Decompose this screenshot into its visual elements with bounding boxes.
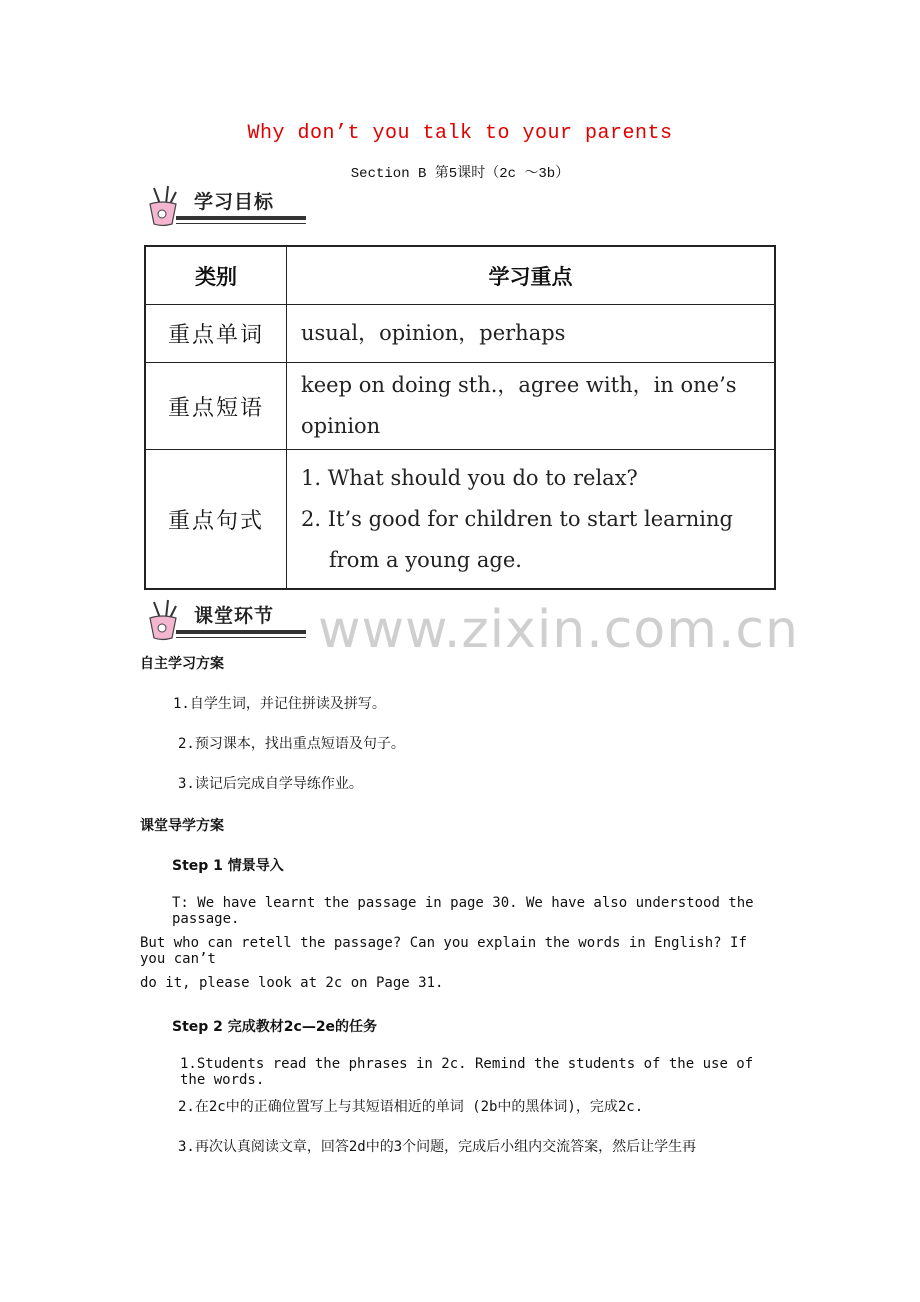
row-content — [287, 450, 776, 590]
paragraph-line: do it, please look at 2c on Page 31. — [140, 975, 444, 991]
section-title: 学习目标 — [176, 188, 306, 220]
class-guide-heading: 课堂导学方案 — [140, 818, 224, 834]
sentence-line: 2. It’s good for children to start learning from a young age. — [301, 506, 733, 572]
document-title: Why don’t you talk to your parents — [247, 122, 673, 145]
watermark: www.zixin.com.cn — [318, 600, 799, 660]
row-content: usual，opinion，perhaps — [287, 305, 776, 363]
list-item: 1.自学生词，并记住拼读及拼写。 — [173, 696, 386, 712]
row-category: 重点单词 — [145, 305, 287, 363]
table-row — [145, 450, 775, 590]
list-item: 1.Students read the phrases in 2c. Remind the students of the use of the words. — [180, 1056, 754, 1088]
section-banner-class — [140, 598, 310, 642]
objectives-table — [144, 245, 776, 580]
row-category: 重点句式 — [145, 450, 287, 590]
self-study-heading: 自主学习方案 — [140, 656, 224, 672]
list-item: 3.再次认真阅读文章，回答2d中的3个问题，完成后小组内交流答案，然后让学生再 — [178, 1139, 697, 1155]
paragraph-line: But who can retell the passage? Can you explain the words in English? If you can’t — [140, 935, 747, 967]
section-title: 课堂环节 — [176, 602, 306, 634]
table-row — [145, 305, 775, 363]
document-subtitle: Section B 第5课时（2c ～3b） — [350, 166, 570, 182]
table-header-focus: 学习重点 — [287, 246, 776, 305]
list-item: 3.读记后完成自学导练作业。 — [178, 776, 363, 792]
step-title: Step 2 完成教材2c—2e的任务 — [172, 1019, 378, 1035]
list-item: 2.预习课本，找出重点短语及句子。 — [178, 736, 405, 752]
row-content: keep on doing sth.，agree with，in one’s opinion — [287, 363, 776, 450]
step-title: Step 1 情景导入 — [172, 858, 284, 874]
section-banner-objectives — [140, 184, 310, 228]
list-item: 2.在2c中的正确位置写上与其短语相近的单词 (2b中的黑体词)，完成2c. — [178, 1099, 644, 1115]
table-header-category: 类别 — [145, 246, 287, 305]
table-row — [145, 363, 775, 450]
sentence-line: 1. What should you do to relax? — [301, 465, 638, 490]
row-category: 重点短语 — [145, 363, 287, 450]
paragraph-line: T: We have learnt the passage in page 30. We have also understood the passage. — [172, 895, 754, 927]
